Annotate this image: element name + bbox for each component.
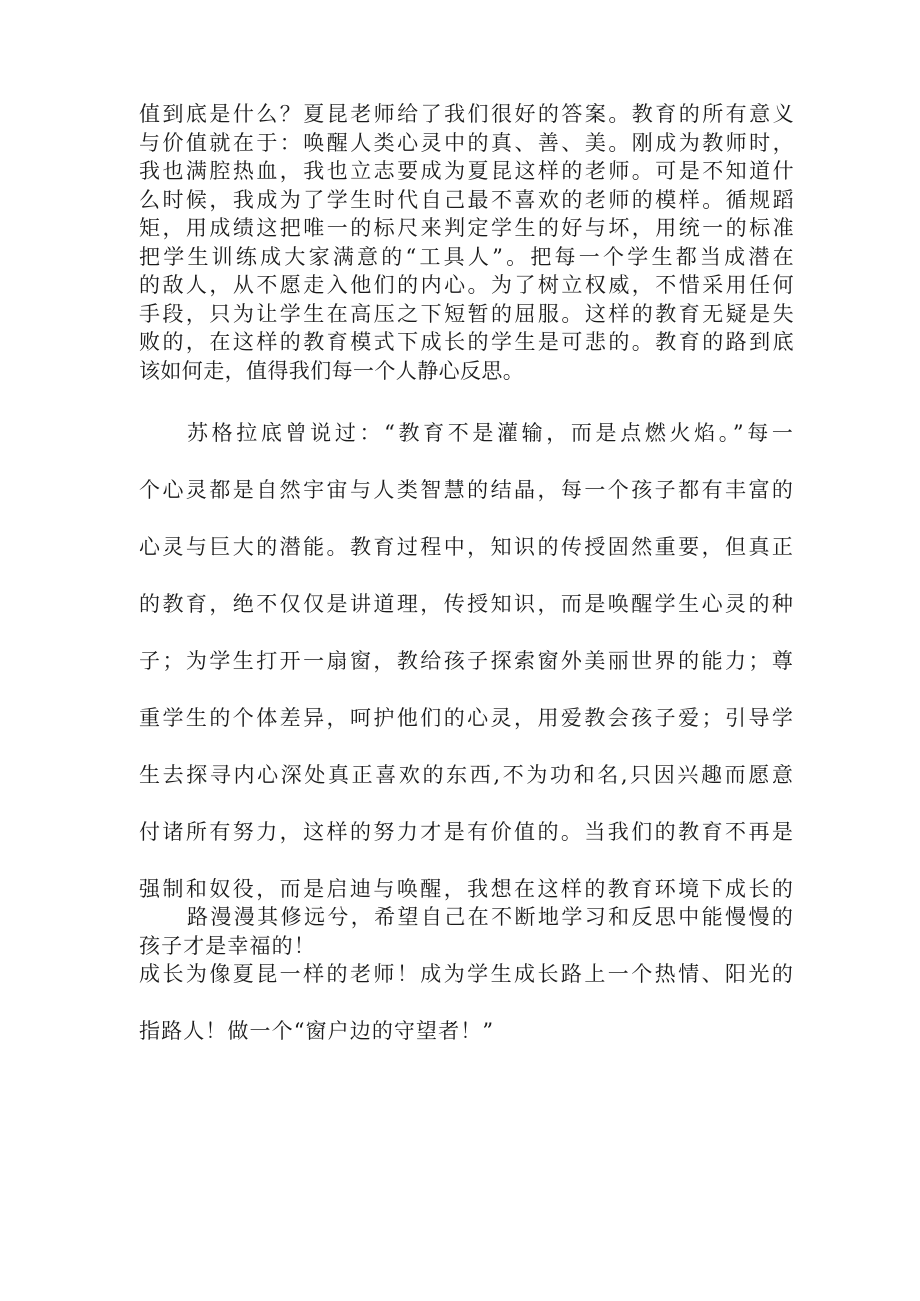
paragraph-2-line: 生去探寻内心深处真正喜欢的东西,不为功和名,只因兴趣而愿意 (139, 763, 794, 787)
paragraph-1-line: 的敌人，从不愿走入他们的内心。为了树立权威，不惜采用任何 (139, 273, 794, 297)
paragraph-2-line: 个心灵都是自然宇宙与人类智慧的结晶，每一个孩子都有丰富的 (139, 478, 794, 502)
paragraph-3-line: 指路人！做一个“窗户边的守望者！” (139, 1019, 495, 1043)
paragraph-1-line: 值到底是什么？夏昆老师给了我们很好的答案。教育的所有意义 (139, 102, 794, 126)
paragraph-3-line: 路漫漫其修远兮，希望自己在不断地学习和反思中能慢慢的 (187, 905, 794, 929)
paragraph-3-line: 成长为像夏昆一样的老师！成为学生成长路上一个热情、阳光的 (139, 962, 794, 986)
paragraph-1 (139, 100, 794, 385)
paragraph-1-line: 我也满腔热血，我也立志要成为夏昆这样的老师。可是不知道什 (139, 159, 794, 183)
paragraph-1-line: 败的，在这样的教育模式下成长的学生是可悲的。教育的路到底 (139, 330, 794, 354)
paragraph-1-line: 该如何走，值得我们每一个人静心反思。 (139, 358, 525, 383)
paragraph-2-line: 子；为学生打开一扇窗，教给孩子探索窗外美丽世界的能力；尊 (139, 649, 794, 673)
paragraph-1-line: 与价值就在于：唤醒人类心灵中的真、善、美。刚成为教师时， (139, 130, 794, 155)
paragraph-2-line: 重学生的个体差异，呵护他们的心灵，用爱教会孩子爱；引导学 (139, 706, 794, 730)
paragraph-1-line: 把学生训练成大家满意的“工具人”。把每一个学生都当成潜在 (139, 244, 794, 269)
paragraph-2-line: 孩子才是幸福的！ (139, 934, 316, 958)
paragraph-3 (139, 889, 794, 1060)
paragraph-2-line: 苏格拉底曾说过：“教育不是灌输，而是点燃火焰。”每一 (187, 421, 794, 445)
paragraph-1-line: 矩，用成绩这把唯一的标尺来判定学生的好与坏，用统一的标准 (139, 216, 794, 240)
paragraph-2-line: 付诸所有努力，这样的努力才是有价值的。当我们的教育不再是 (139, 820, 794, 844)
paragraph-2-line: 强制和奴役，而是启迪与唤醒，我想在这样的教育环境下成长的 (139, 877, 794, 901)
paragraph-2-line: 心灵与巨大的潜能。教育过程中，知识的传授固然重要，但真正 (139, 535, 794, 559)
paragraph-2-line: 的教育，绝不仅仅是讲道理，传授知识，而是唤醒学生心灵的种 (139, 592, 794, 616)
paragraph-1-line: 么时候，我成为了学生时代自己最不喜欢的老师的模样。循规蹈 (139, 187, 794, 212)
paragraph-1-line: 手段，只为让学生在高压之下短暂的屈服。这样的教育无疑是失 (139, 301, 794, 326)
